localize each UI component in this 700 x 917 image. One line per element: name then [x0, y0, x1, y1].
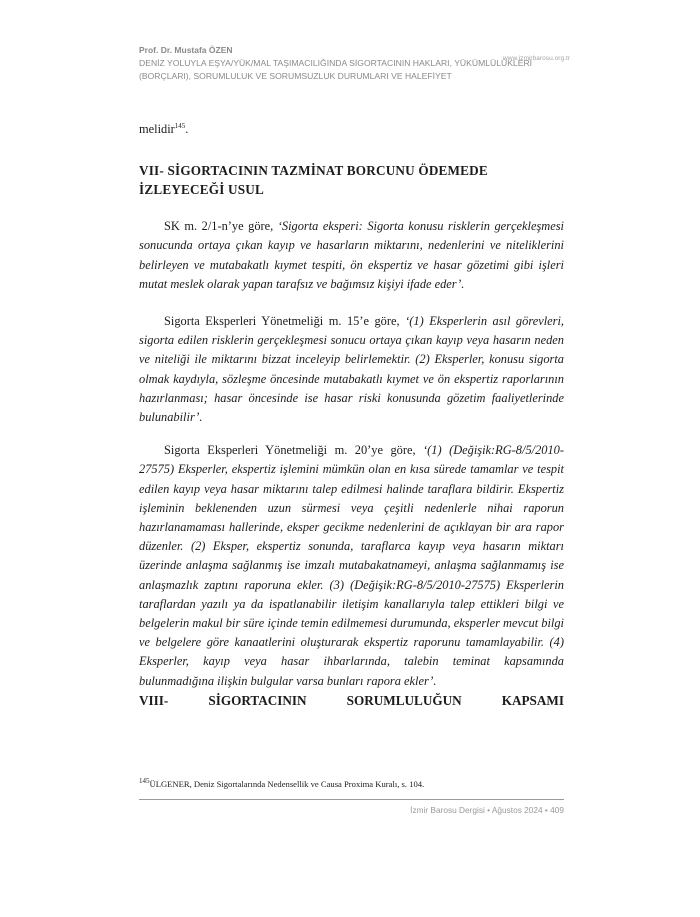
paragraph-quote: ‘Sigorta eksperi: Sigorta konusu risklerin gerçekleşmesi sonucunda ortaya çıkan kayıp ve hasarların miktarını, nedenlerini ve niteliklerini belirleyen ve mutabakatlı kıymet tespiti, ön ekspertiz ve hasar gözetimi gibi işleri mutat meslek olarak yapan tarafsız ve bağımsız kişiyi ifade eder’. [139, 219, 564, 291]
website-url[interactable]: www.izmirbarosu.org.tr [502, 55, 570, 62]
article-body [139, 120, 564, 710]
footnote-text: ÜLGENER, Deniz Sigortalarında Nedensellik ve Causa Proxima Kuralı, s. 104. [149, 779, 425, 789]
continued-text: melidir [139, 122, 175, 136]
footnote-number: 145 [139, 777, 150, 786]
footer-divider [139, 799, 564, 800]
section-heading-viii: VIII- SİGORTACININ SORUMLULUĞUN KAPSAMI [139, 692, 564, 708]
footnote-ref[interactable]: 145 [174, 121, 186, 130]
paragraph-sk-definition [139, 217, 564, 294]
paragraph-lead: Sigorta Eksperleri Yönetmeliği m. 20’ye göre, [164, 443, 424, 458]
paragraph-quote: ‘(1) Eksperlerin asıl görevleri, sigorta edilen risklerin gerçekleşmesi sonucu ortaya çıkan kayıp veya hasarın neden ve niteliği ile miktarını bizzat inceleyip belirlemektir. (2) Eksperler, konusu sigorta olmak kaydıyla, sözleşme öncesinde mutabakatlı kıymet ve ön ekspertiz raporlarının hazırlanması; hasar öncesinde ise hasar riski konusunda gözetim faaliyetlerinde bulunabilir’. [139, 314, 564, 425]
footnote [139, 779, 564, 790]
page-header [139, 45, 569, 82]
paragraph-regulation-15 [139, 312, 564, 427]
running-title: DENİZ YOLUYLA EŞYA/YÜK/MAL TAŞIMACILIĞINDA SİGORTACININ HAKLARI, YÜKÜMLÜLÜKLERİ (BORÇLARI), SORUMLULUK VE SORUMSUZLUK DURUMLARI VE HALEFİYET [139, 58, 533, 81]
paragraph-quote: ‘(1) (Değişik:RG-8/5/2010-27575) Eksperler, ekspertiz işlemini mümkün olan en kısa sürede tamamlar ve tespit edilen kayıp veya hasar miktarını talep edilmesi halinde taraflara bildirir. Ekspertiz işleminin beklenenden uzun sürmesi veya çeşitli nedenlerle nihai raporun hazırlanamaması hallerinde, eksper gecikme nedenlerini de açıklayan bir ara rapor düzenler. (2) Eksper, ekspertiz sonunda, taraflarca kayıp veya hasarın miktarı üzerinde anlaşma sağlanmış ise imzalı mutabakatnameyi, anlaşma sağlanmamış ise anlaşmazlık zaptını raporuna ekler. (3) (Değişik:RG-8/5/2010-27575) Eksperlerin taraflardan yazılı ya da ispatlanabilir iletişim kanallarıyla talep ettikleri bilgi ve belgelerin makul bir süre içinde temin edilmemesi durumunda, eksperler mevcut bilgi ve belgelere göre kanaatlerini oluşturarak ekspertiz raporunu tamamlayabilir. (4) Eksperler, kayıp veya hasar ihbarlarında, talebin teminat kapsamında bulunmadığına ilişkin bulgular varsa bunları rapora ekler’. [139, 443, 564, 688]
continued-line [139, 120, 564, 139]
author-name: Prof. Dr. Mustafa ÖZEN [139, 45, 233, 55]
paragraph-lead: SK m. 2/1-n’ye göre, [164, 219, 278, 234]
section-heading-vii: VII- SİGORTACININ TAZMİNAT BORCUNU ÖDEMEDE İZLEYECEĞİ USUL [139, 163, 488, 198]
paragraph-lead: Sigorta Eksperleri Yönetmeliği m. 15’e göre, [164, 314, 406, 329]
paragraph-regulation-20 [139, 441, 564, 691]
continued-period: . [185, 122, 189, 136]
page-footer: İzmir Barosu Dergisi • Ağustos 2024 • 409 [410, 805, 564, 815]
